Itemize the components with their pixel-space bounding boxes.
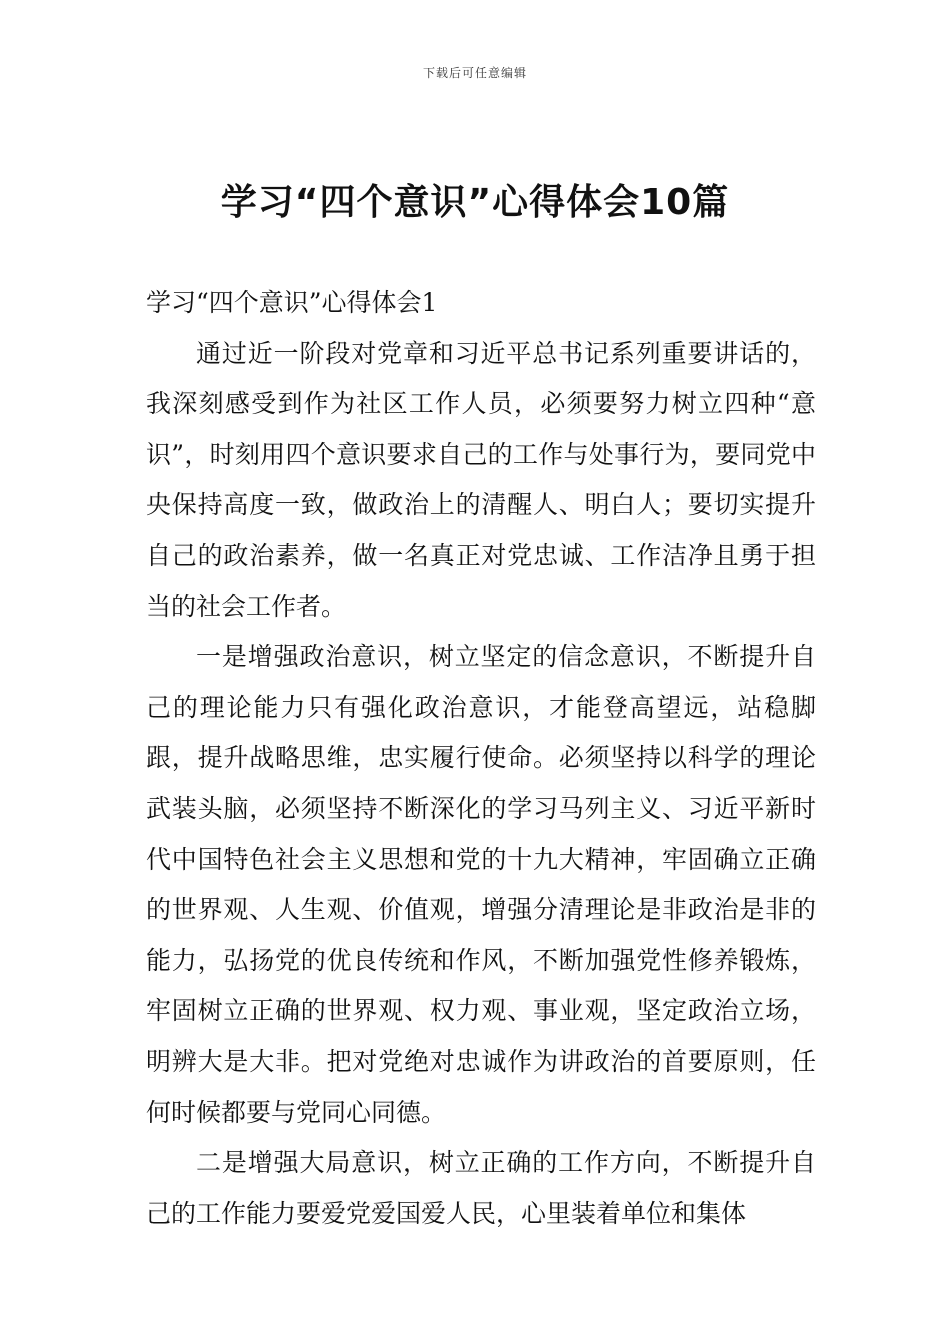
header-note: 下载后可任意编辑 [422, 66, 527, 80]
document-body [146, 278, 816, 1239]
paragraph-3: 二是增强大局意识，树立正确的工作方向，不断提升自己的工作能力要爱党爱国爱人民，心里装着单位和集体 [146, 1148, 816, 1228]
document-title: 学习“四个意识”心得体会10篇 [220, 182, 730, 223]
paragraph-1: 通过近一阶段对党章和习近平总书记系列重要讲话的，我深刻感受到作为社区工作人员，必须要努力树立四种“意识”，时刻用四个意识要求自己的工作与处事行为，要同党中央保持高度一致，做政治上的清醒人、明白人；要切实提升自己的政治素养，做一名真正对党忠诚、工作洁净且勇于担当的社会工作者。 [146, 338, 816, 621]
section-heading: 学习“四个意识”心得体会1 [146, 288, 438, 317]
paragraph-2: 一是增强政治意识，树立坚定的信念意识，不断提升自己的理论能力只有强化政治意识，才能登高望远，站稳脚跟，提升战略思维，忠实履行使命。必须坚持以科学的理论武装头脑，必须坚持不断深化的学习马列主义、习近平新时代中国特色社会主义思想和党的十九大精神，牢固确立正确的世界观、人生观、价值观，增强分清理论是非政治是非的能力，弘扬党的优良传统和作风，不断加强党性修养锻炼，牢固树立正确的世界观、权力观、事业观，坚定政治立场，明辨大是大非。把对党绝对忠诚作为讲政治的首要原则，任何时候都要与党同心同德。 [146, 642, 816, 1127]
